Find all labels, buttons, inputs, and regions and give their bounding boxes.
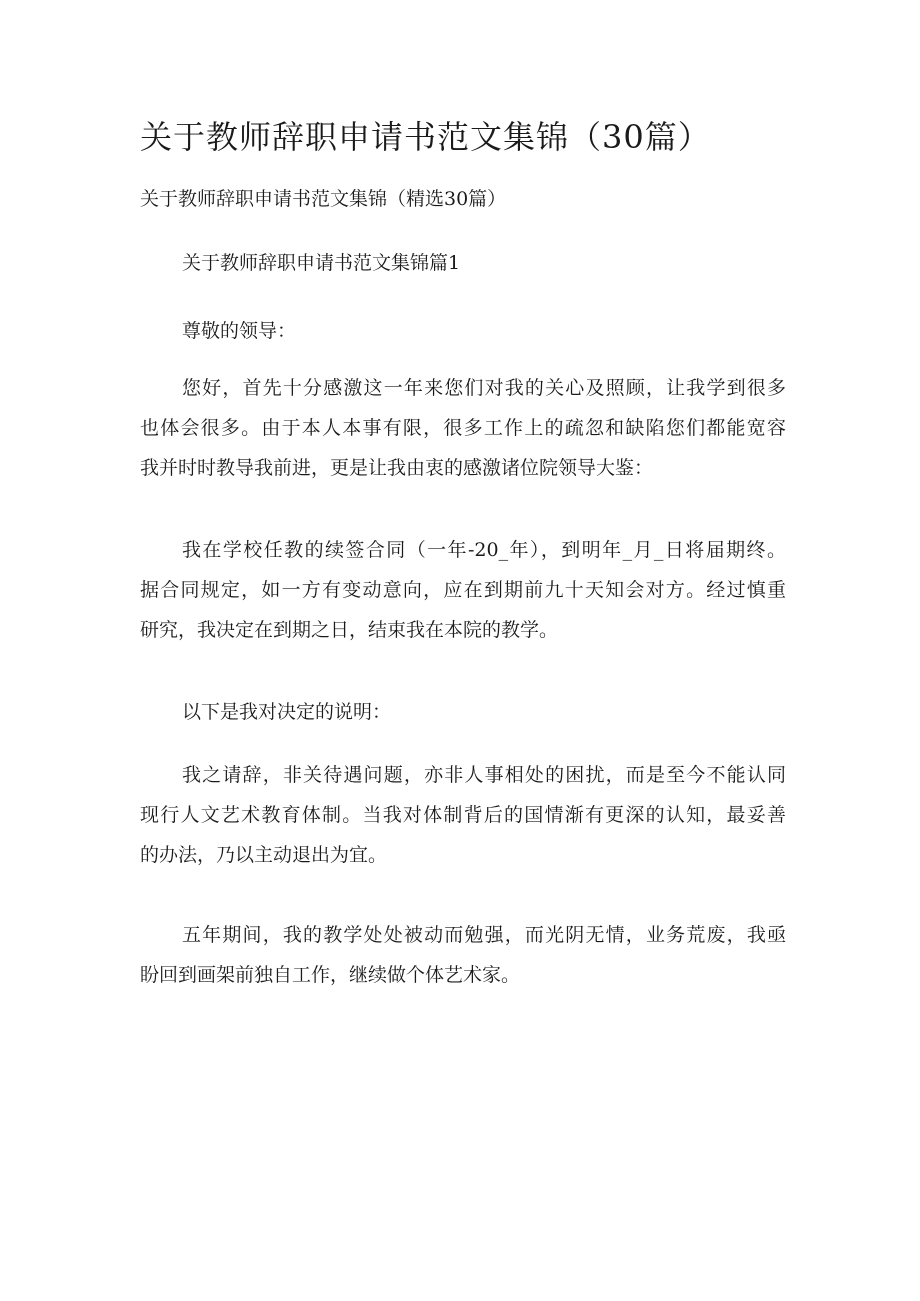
paragraph (140, 530, 786, 650)
paragraph-line: 我之请辞，非关待遇问题，亦非人事相处的困扰，而是至今不能认同 (182, 764, 786, 786)
paragraph-line: 盼回到画架前独自工作，继续做个体艺术家。 (140, 964, 521, 986)
paragraph-line: 五年期间，我的教学处处被动而勉强，而光阴无情，业务荒废，我亟 (182, 924, 786, 946)
paragraph-line: 我在学校任教的续签合同（一年-20_年），到明年_月_日将届期终。 (182, 539, 786, 561)
paragraph-line: 现行人文艺术教育体制。当我对体制背后的国情渐有更深的认知，最妥善 (140, 804, 786, 826)
paragraph (140, 368, 786, 488)
paragraph-line: 的办法，乃以主动退出为宜。 (140, 844, 388, 866)
paragraph (140, 755, 786, 875)
paragraph-line: 您好，首先十分感激这一年来您们对我的关心及照顾，让我学到很多 (182, 377, 786, 399)
paragraph-line: 研究，我决定在到期之日，结束我在本院的教学。 (140, 619, 559, 641)
section-heading: 关于教师辞职申请书范文集锦篇1 (182, 252, 461, 274)
paragraph-line: 我并时时教导我前进，更是让我由衷的感激诸位院领导大鉴： (140, 457, 654, 479)
salutation: 尊敬的领导： (182, 320, 297, 342)
document-title: 关于教师辞职申请书范文集锦（30篇） (140, 118, 711, 156)
paragraph-line: 据合同规定，如一方有变动意向，应在到期前九十天知会对方。经过慎重 (140, 579, 786, 601)
paragraph (140, 915, 786, 995)
document-subtitle: 关于教师辞职申请书范文集锦（精选30篇） (140, 188, 507, 210)
paragraph-line: 也体会很多。由于本人本事有限，很多工作上的疏忽和缺陷您们都能宽容 (140, 417, 786, 439)
paragraph: 以下是我对决定的说明： (182, 701, 392, 723)
